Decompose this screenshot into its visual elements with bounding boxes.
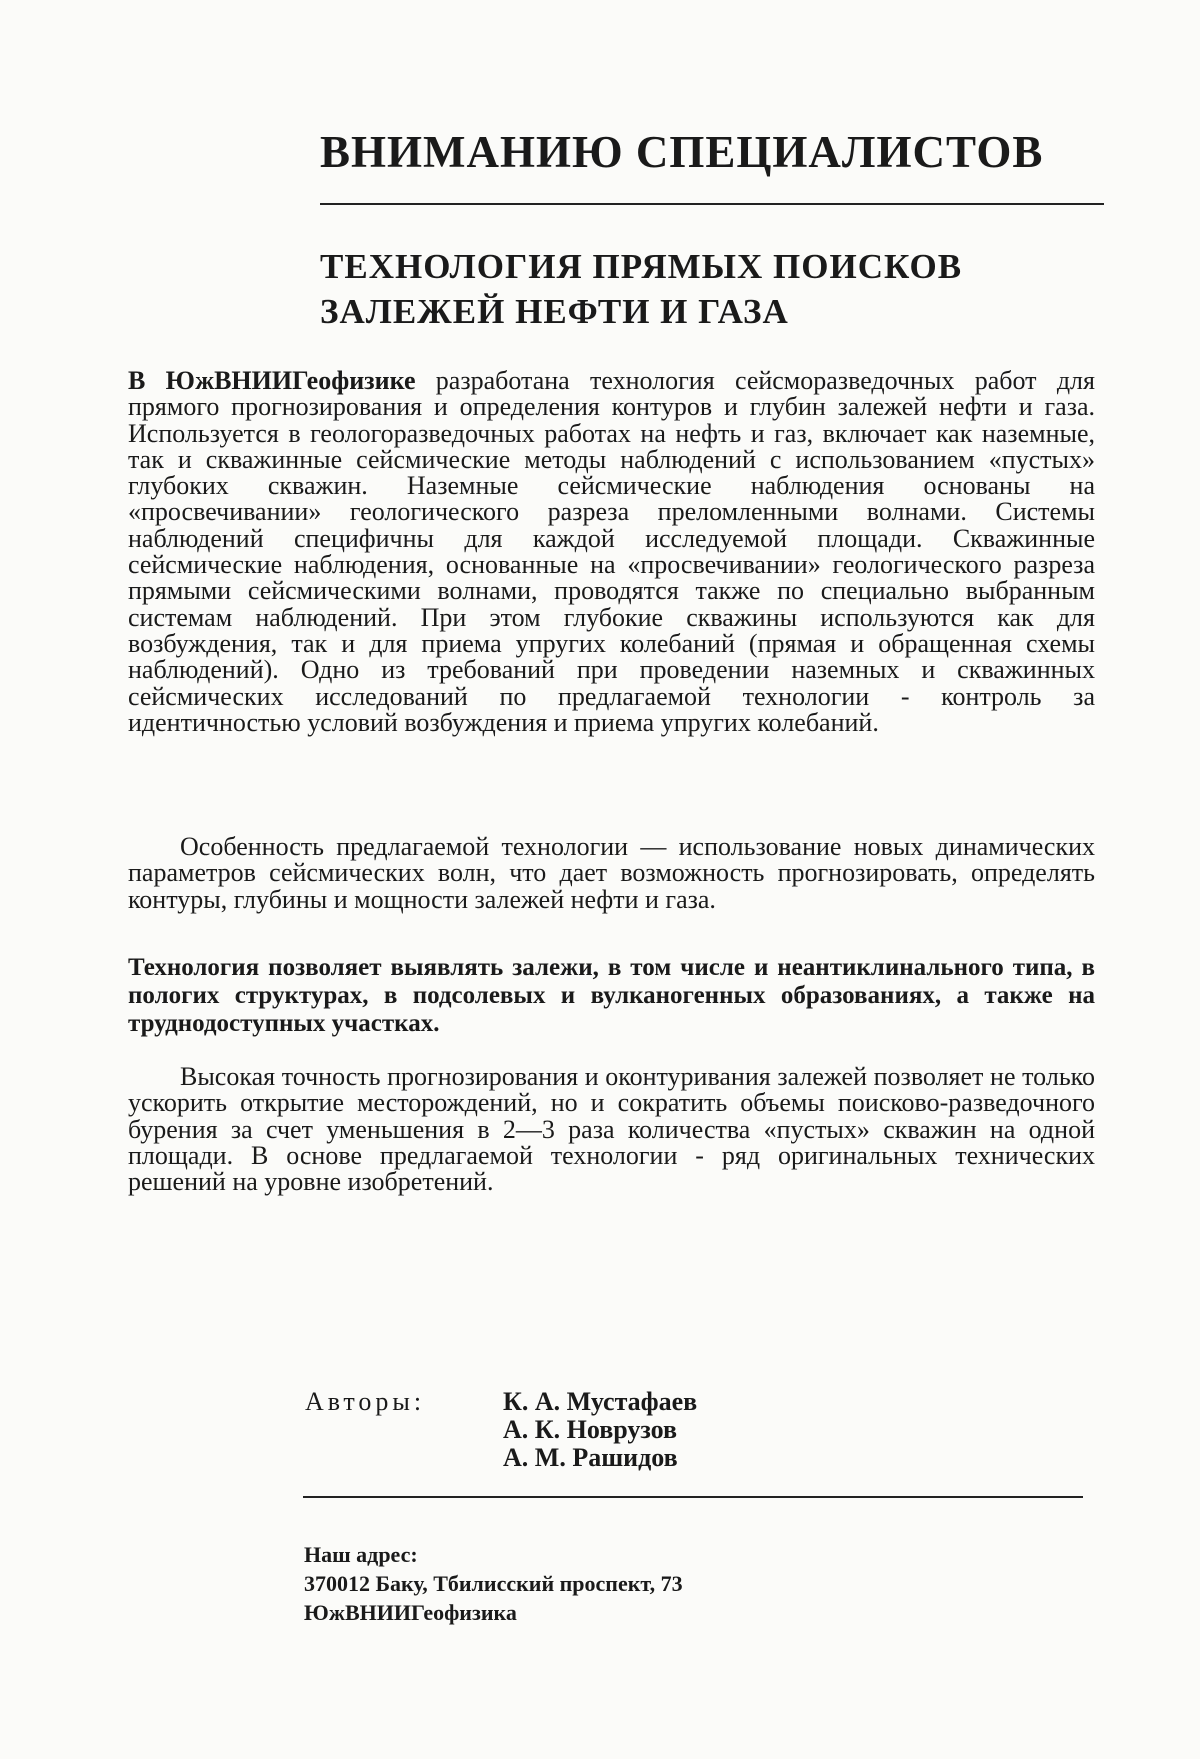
article-title	[320, 244, 1020, 334]
authors-list	[503, 1388, 697, 1472]
author-name: А. М. Рашидов	[503, 1443, 678, 1472]
intro-text: разработана технология сейсморазведочных работ для прямого прогнозирования и определения контуров и глубин залежей нефти и газа. Используется в геологоразведочных работах на нефть и газ, включает как наземные, так и скважинные сейсмические методы наблюдений с использованием «пустых» глубоких скважин. Наземные сейсмические наблюдения основаны на «просвечивании» геологического разреза преломленными волнами. Системы наблюдений специфичны для каждой исследуемой площади. Скважинные сейсмические наблюдения, основанные на «просвечивании» геологического разреза прямыми сейсмическими волнами, проводятся также по специально выбранным системам наблюдений. При этом глубокие скважины используются как для возбуждения, так и для приема упругих колебаний (прямая и обращенная схемы наблюдений). Одно из требований при проведении наземных и скважинных сейсмических исследований по предлагаемой технологии - контроль за идентичностью условий возбуждения и приема упругих колебаний.	[128, 366, 1095, 737]
paragraph-benefits: Высокая точность прогнозирования и оконтуривания залежей позволяет не только ускорить открытие месторождений, но и сократить объемы поисково-разведочного бурения за счет уменьшения в 2—3 раза количества «пустых» скважин на одной площади. В основе предлагаемой технологии - ряд оригинальных технических решений на уровне изобретений.	[128, 1062, 1095, 1197]
authors-rule	[303, 1496, 1083, 1498]
article-title-line-2: ЗАЛЕЖЕЙ НЕФТИ И ГАЗА	[320, 292, 789, 331]
heading-rule	[320, 203, 1104, 205]
paragraph-intro	[128, 368, 1095, 736]
address-organization: ЮжВНИИГеофизика	[304, 1600, 517, 1625]
authors-label: Авторы:	[305, 1387, 426, 1416]
address-street: 370012 Баку, Тбилисский проспект, 73	[304, 1571, 683, 1596]
paragraph-feature: Особенность предлагаемой технологии — использование новых динамических параметров сейсмических волн, что дает возможность прогнозировать, определять контуры, глубины и мощности залежей нефти и газа.	[128, 832, 1095, 914]
paragraph-highlight: Технология позволяет выявлять залежи, в том числе и неантиклинального типа, в пологих структурах, в подсолевых и вулканогенных образованиях, а также на труднодоступных участках.	[128, 954, 1095, 1037]
address-label: Наш адрес:	[304, 1542, 418, 1567]
article-title-line-1: ТЕХНОЛОГИЯ ПРЯМЫХ ПОИСКОВ	[320, 247, 963, 286]
intro-lead: В ЮжВНИИГеофизике	[128, 366, 416, 395]
section-heading: ВНИМАНИЮ СПЕЦИАЛИСТОВ	[320, 127, 1044, 177]
author-name: А. К. Новрузов	[503, 1415, 678, 1444]
address-block	[304, 1540, 904, 1627]
author-name: К. А. Мустафаев	[503, 1387, 698, 1416]
